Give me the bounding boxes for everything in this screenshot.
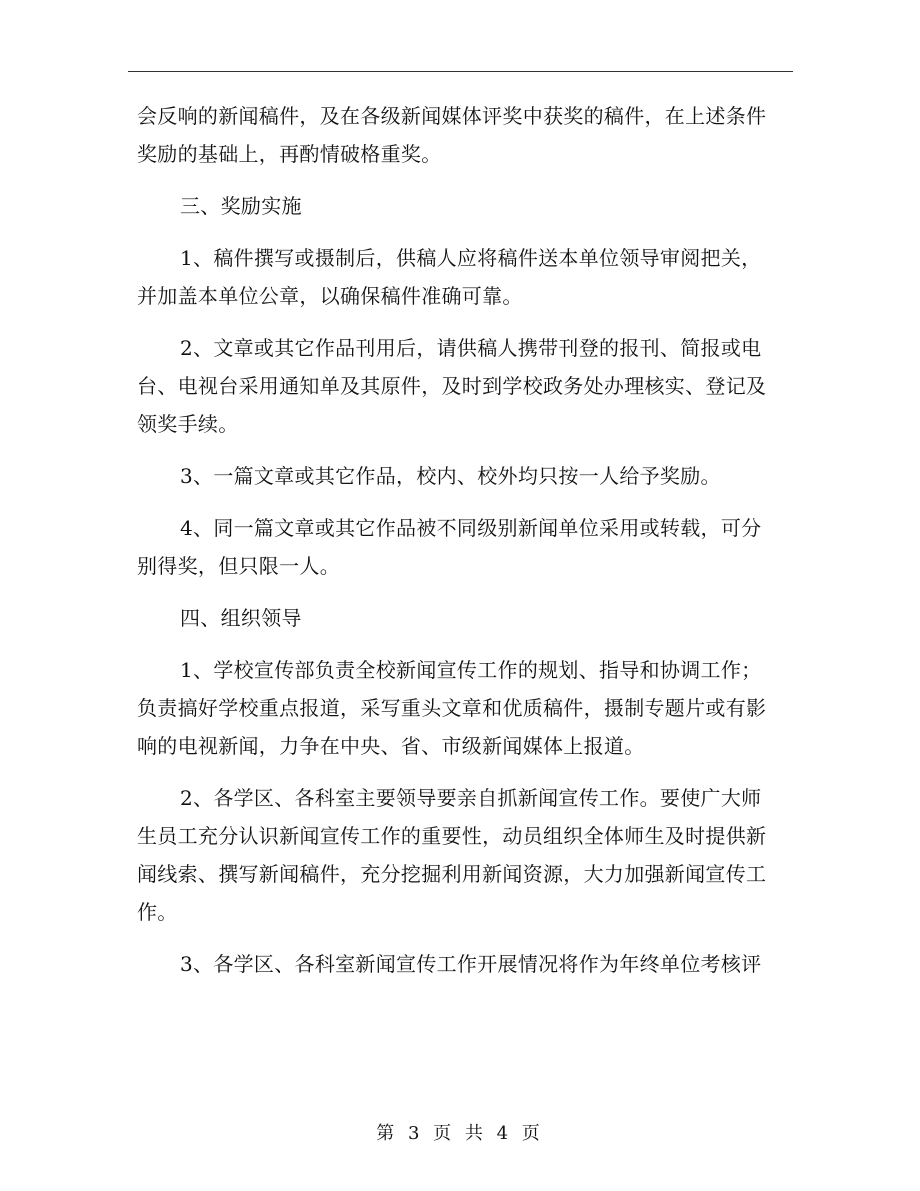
paragraph: 4、同一篇文章或其它作品被不同级别新闻单位采用或转载，可分 别得奖，但只限一人。 (137, 516, 762, 578)
header-rule (128, 71, 793, 72)
paragraph: 1、稿件撰写或摄制后，供稿人应将稿件送本单位领导审阅把关， 并加盖本单位公章，以确保稿件准确可靠。 (137, 246, 762, 308)
paragraph: 1、学校宣传部负责全校新闻宣传工作的规划、指导和协调工作； 负责搞好学校重点报道，采写重头文章和优质稿件，摄制专题片或有影 响的电视新闻，力争在中央、省、市级新闻媒体上报道。 (137, 658, 767, 758)
section-heading-rewards-implementation: 三、奖励实施 (180, 194, 302, 218)
paragraph: 会反响的新闻稿件，及在各级新闻媒体评奖中获奖的稿件，在上述条件 奖励的基础上，再酌情破格重奖。 (137, 104, 767, 166)
paragraph: 3、各学区、各科室新闻宣传工作开展情况将作为年终单位考核评 (180, 952, 762, 976)
paragraph: 2、各学区、各科室主要领导要亲自抓新闻宣传工作。要使广大师 生员工充分认识新闻宣传工作的重要性，动员组织全体师生及时提供新 闻线索、撰写新闻稿件，充分挖掘利用新闻资源，大力加强新闻宣传工 作。 (137, 786, 767, 924)
paragraph: 3、一篇文章或其它作品，校内、校外均只按一人给予奖励。 (180, 464, 721, 488)
paragraph: 2、文章或其它作品刊用后，请供稿人携带刊登的报刊、简报或电 台、电视台采用通知单及其原件，及时到学校政务处办理核实、登记及 领奖手续。 (137, 336, 767, 436)
document-body (137, 97, 797, 997)
section-heading-organization-leadership: 四、组织领导 (180, 606, 302, 630)
page-number-footer: 第 3 页 共 4 页 (376, 1123, 544, 1144)
